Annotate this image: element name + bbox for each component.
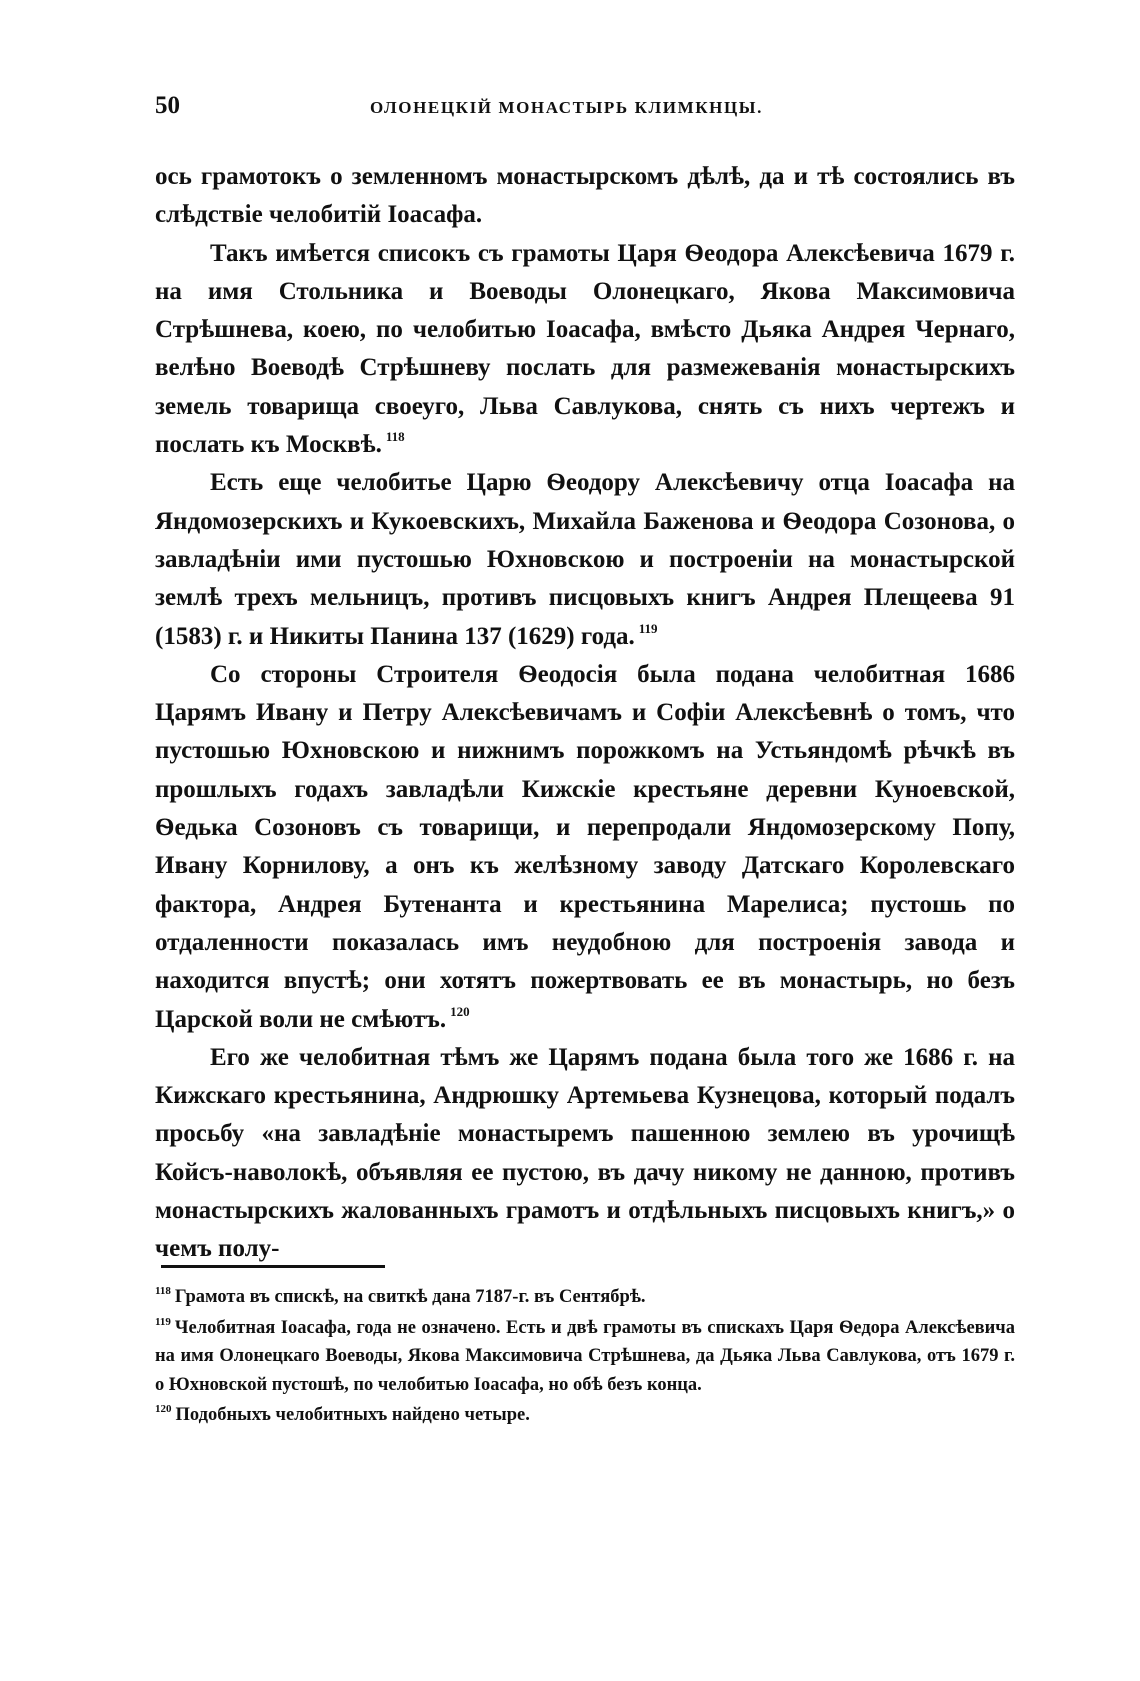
footnote-number: 120 — [155, 1403, 172, 1415]
paragraph-4 — [155, 656, 1015, 1039]
footnote-119 — [155, 1314, 1015, 1400]
footnote-text: Челобитная Іоасафа, года не означено. Есть и двѣ грамоты въ спискахъ Царя Ѳедора Алексѣевича на имя Олонецкаго Воеводы, Якова Максимовича Стрѣшнева, да Дьяка Льва Савлукова, отъ 1679 г. о Юхновской пустошѣ, по челобитью Іоасафа, но обѣ безъ конца. — [155, 1317, 1015, 1395]
footnotes — [155, 1283, 1015, 1432]
page-number: 50 — [155, 92, 180, 119]
footnote-number: 118 — [155, 1285, 171, 1297]
footnote-number: 119 — [155, 1315, 171, 1328]
paragraph-text: Есть еще челобитье Царю Ѳеодору Алексѣевичу отца Іоасафа на Яндомозерскихъ и Кукоевскихъ, Михайла Баженова и Ѳеодора Созонова, о завладѣніи ими пустошью Юхновскою и построеніи на монастырской землѣ трехъ мельницъ, противъ писцовыхъ книгъ Андрея Плещеева 91 (1583) г. и Никиты Панина 137 (1629) года. — [155, 469, 1015, 650]
footnote-120 — [155, 1401, 1015, 1430]
paragraph-3 — [155, 464, 1015, 655]
footnote-text: Грамота въ спискѣ, на свиткѣ дана 7187-г. въ Сентябрѣ. — [174, 1287, 646, 1307]
paragraph-5 — [155, 1039, 1015, 1269]
paragraph-text: Такъ имѣется списокъ съ грамоты Царя Ѳеодора Алексѣевича 1679 г. на имя Стольника и Воеводы Олонецкаго, Якова Максимовича Стрѣшнева, коею, по челобитью Іоасафа, вмѣсто Дьяка Андрея Чернаго, велѣно Воеводѣ Стрѣшневу послать для размежеванія монастырскихъ земель товарища своеуго, Льва Савлукова, снять съ нихъ чертежъ и послать къ Москвѣ. — [155, 239, 1015, 459]
footnote-text: Подобныхъ челобитныхъ найдено четыре. — [175, 1405, 530, 1425]
running-title: ОЛОНЕЦКІЙ МОНАСТЫРЬ КЛИМКНЦЫ. — [370, 98, 763, 117]
footnote-ref-119: 119 — [638, 620, 658, 636]
paragraph-text: Со стороны Строителя Ѳеодосія была подана челобитная 1686 Царямъ Ивану и Петру Алексѣевичамъ и Софіи Алексѣевнѣ о томъ, что пустошью Юхновскою и нижнимъ порожкомъ на Устьяндомѣ рѣчкѣ въ прошлыхъ годахъ завладѣли Кижскіе крестьяне деревни Куноевской, Ѳедька Созоновъ съ товарищи, и перепродали Яндомозерскому Попу, Ивану Корнилову, а онъ къ желѣзному заводу Датскаго Королевскаго фактора, Андрея Бутенанта и крестьянина Марелиса; пустошь по отдаленности показалась имъ неудобною для построенія завода и находится впустѣ; они хотятъ пожертвовать ее въ монастырь, но безъ Царской воли не смѣютъ. — [155, 660, 1015, 1033]
paragraph-text: ось грамотокъ о земленномъ монастырскомъ дѣлѣ, да и тѣ состоялись въ слѣдствіе челобитій Іоасафа. — [155, 163, 1015, 229]
paragraph-1 — [155, 158, 1015, 235]
footnote-ref-118: 118 — [385, 429, 405, 445]
footnote-ref-120: 120 — [450, 1003, 470, 1019]
footnote-divider — [161, 1265, 385, 1268]
paragraph-2 — [155, 235, 1015, 465]
page-header — [155, 92, 1015, 126]
main-text — [155, 158, 1015, 1269]
footnote-118 — [155, 1283, 1015, 1312]
paragraph-text: Его же челобитная тѣмъ же Царямъ подана была того же 1686 г. на Кижскаго крестьянина, Андрюшку Артемьева Кузнецова, который подалъ просьбу «на завладѣніе монастыремъ пашенною землею въ урочищѣ Койсъ-наволокѣ, объявляя ее пустою, въ дачу никому не данною, противъ монастырскихъ жалованныхъ грамотъ и отдѣльныхъ писцовыхъ книгъ,» о чемъ полу- — [155, 1043, 1015, 1263]
